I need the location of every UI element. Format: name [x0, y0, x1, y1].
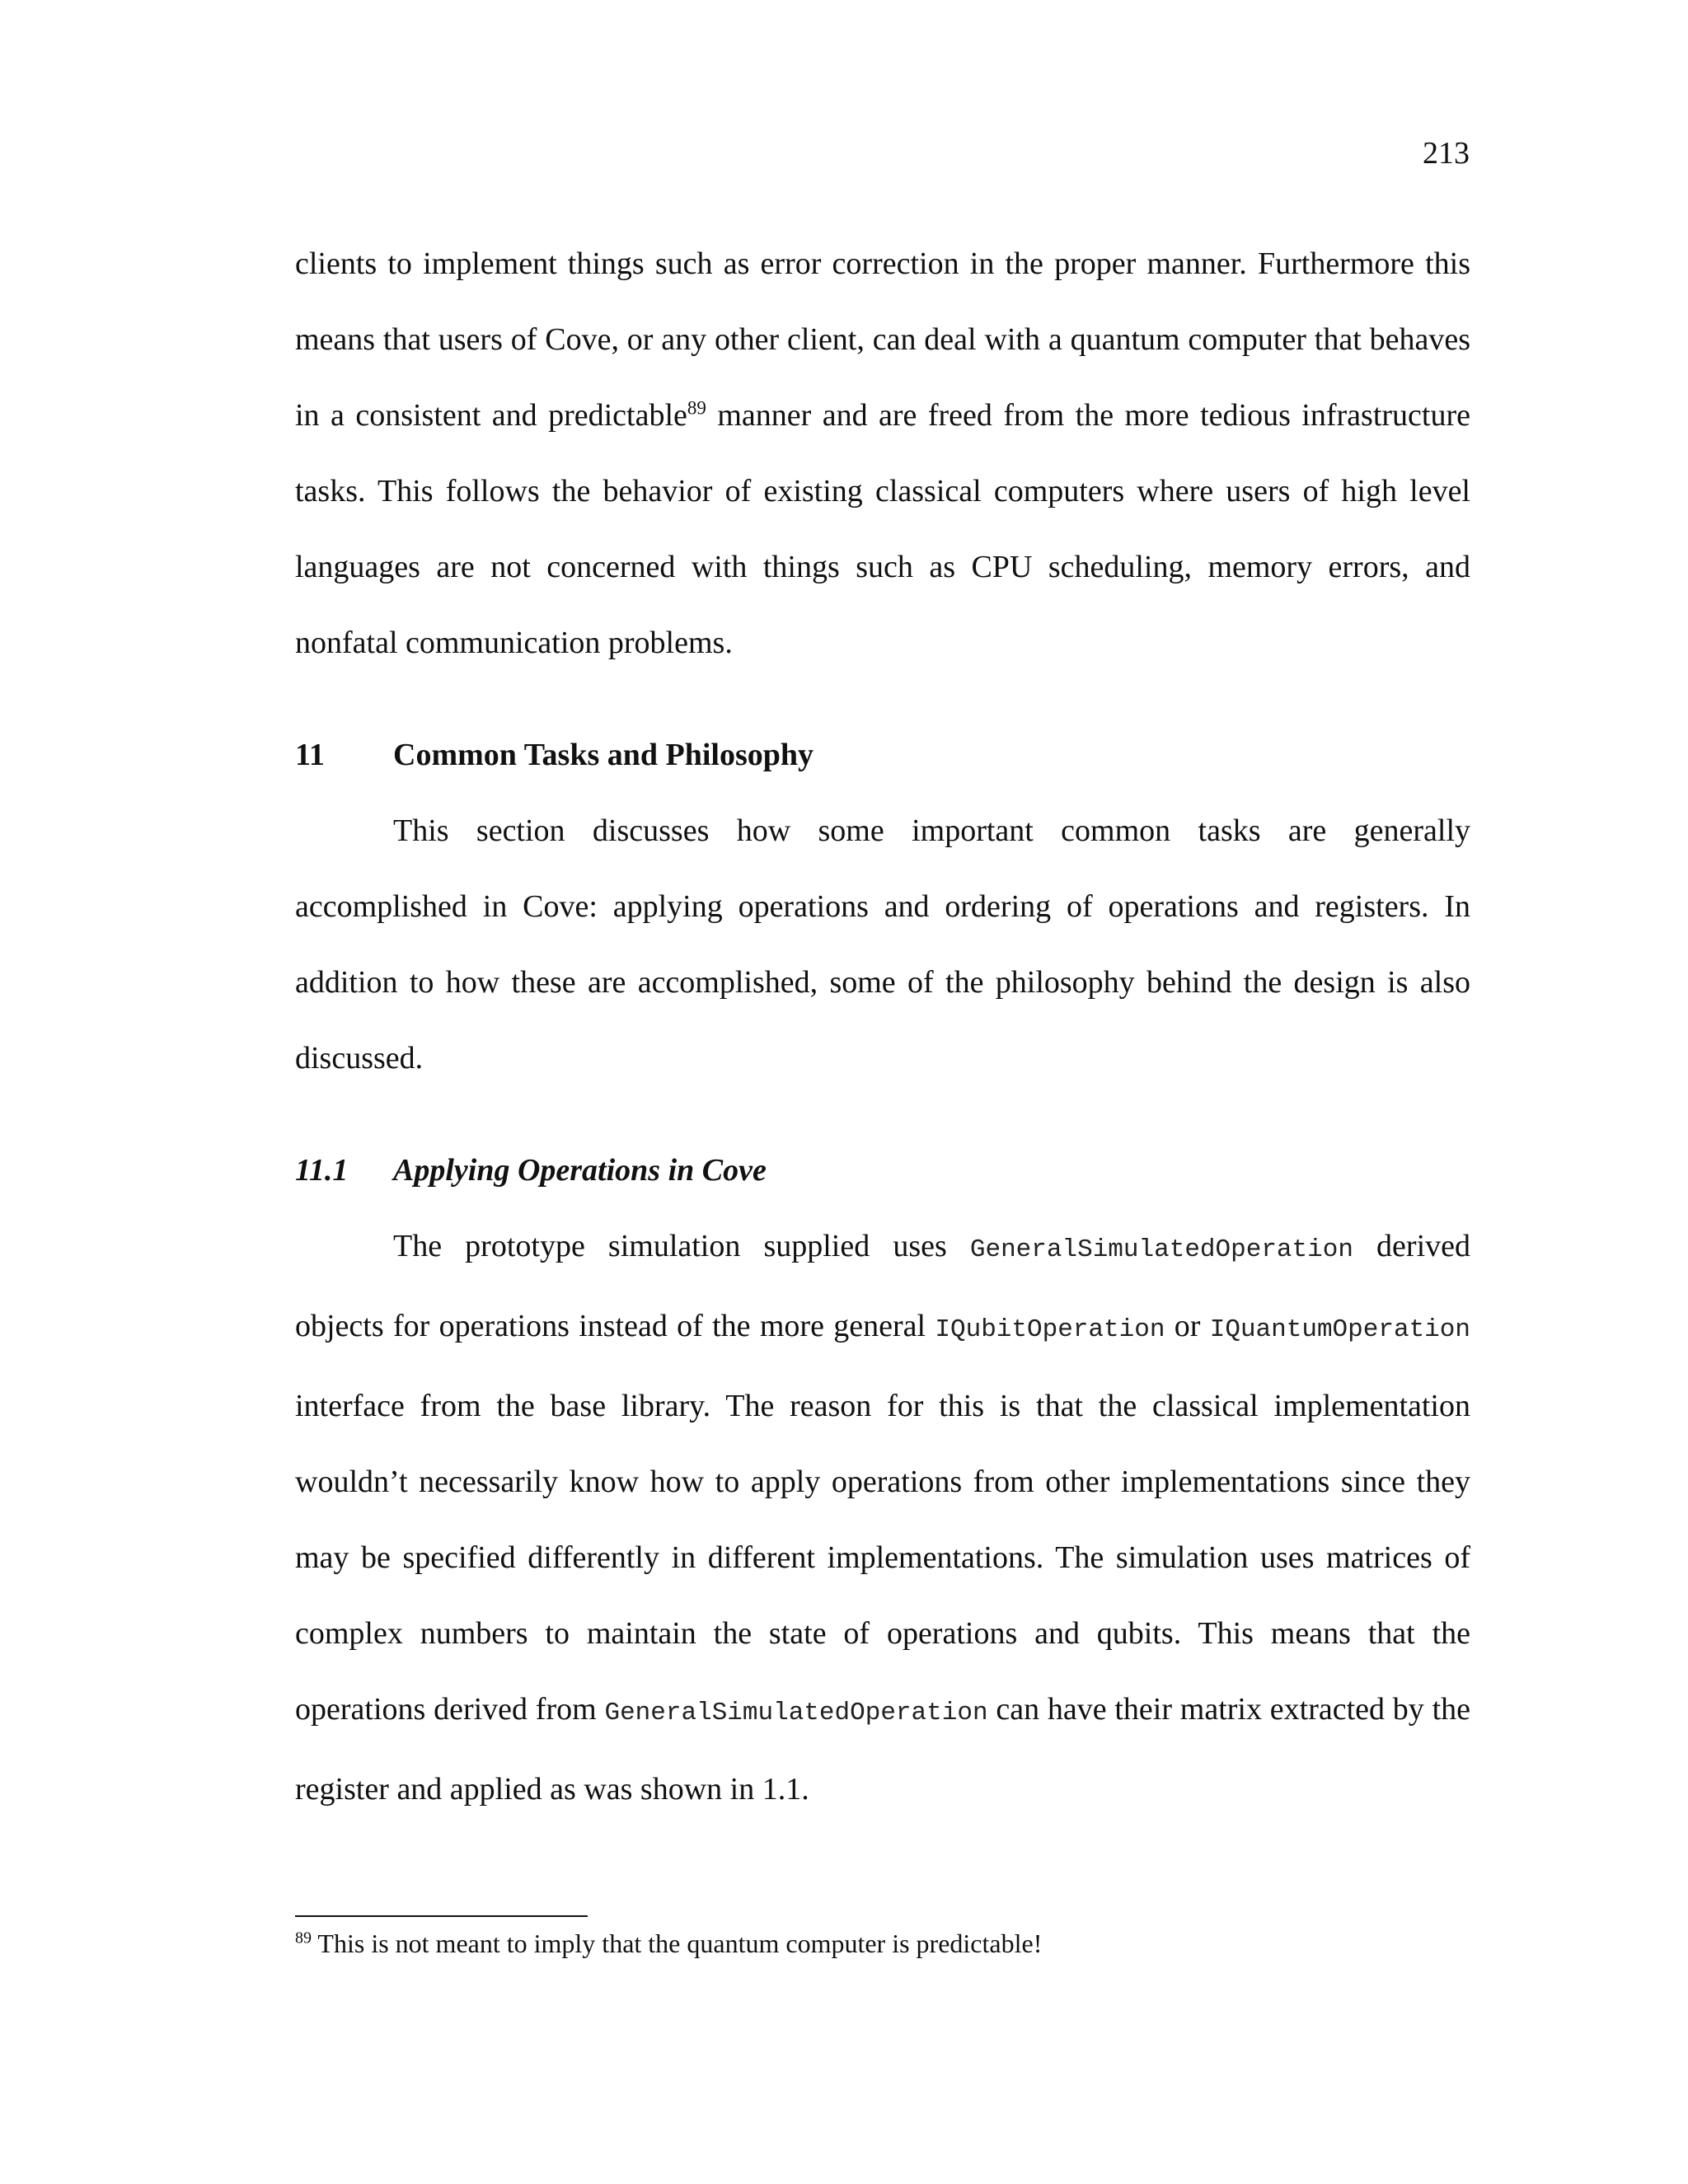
page-number: 213	[1423, 136, 1470, 171]
subsection-text-4: interface from the base library. The reason for this is that the classical implementation wouldn’t necessarily know how to apply operations from other implementations since they may be specified differently in different implementations. The simulation uses matrices of complex numbers to maintain the state of operations and qubits. This means that the operations derived from	[295, 1389, 1470, 1727]
paragraph-intro-text-a: clients to implement things such as error correction in the proper manner. Furthermore this means that users of Cove, or any other client, can deal with a quantum computer that behaves in a consistent and predictable	[295, 246, 1470, 433]
subsection-text-1: The prototype simulation supplied uses	[393, 1229, 970, 1263]
subsection-text-5: can have their matrix extracted by the register and applied as was shown in 1.1.	[295, 1692, 1471, 1807]
code-general-simulated-operation-2: GeneralSimulatedOperation	[604, 1699, 988, 1727]
subsection-title: Applying Operations in Cove	[393, 1153, 767, 1188]
subsection-text-2: derived objects for operations instead of the more general	[295, 1229, 1470, 1343]
section-number: 11	[295, 738, 325, 772]
footnote-number: 89	[295, 1929, 312, 1947]
paragraph-intro	[295, 226, 1470, 681]
code-iquantum-operation: IQuantumOperation	[1209, 1315, 1470, 1344]
section-paragraph: This section discusses how some important common tasks are generally accomplished in Cove: applying operations and ordering of operations and registers. In addition to how these are accomplished, some of the philosophy behind the design is also discussed.	[295, 813, 1470, 1076]
footnote-reference[interactable]: 89	[687, 397, 706, 419]
section-heading	[295, 717, 1470, 793]
footnote	[295, 1927, 1470, 1960]
subsection-number: 11.1	[295, 1153, 349, 1188]
paragraph-intro-text-b: manner and are freed from the more tedious infrastructure tasks. This follows the behavior of existing classical computers where users of high level languages are not concerned with things such as CPU scheduling, memory errors, and nonfatal communication problems.	[295, 398, 1470, 660]
code-general-simulated-operation: GeneralSimulatedOperation	[969, 1235, 1353, 1264]
section-title: Common Tasks and Philosophy	[393, 738, 814, 772]
subsection-paragraph	[295, 1208, 1470, 1827]
subsection-text-3: or	[1165, 1309, 1210, 1343]
body-text-block	[295, 226, 1470, 1827]
code-iqubit-operation: IQubitOperation	[935, 1315, 1165, 1344]
footnote-divider	[295, 1915, 588, 1917]
subsection-heading	[295, 1132, 1470, 1208]
footnote-text: This is not meant to imply that the quantum computer is predictable!	[312, 1929, 1043, 1958]
